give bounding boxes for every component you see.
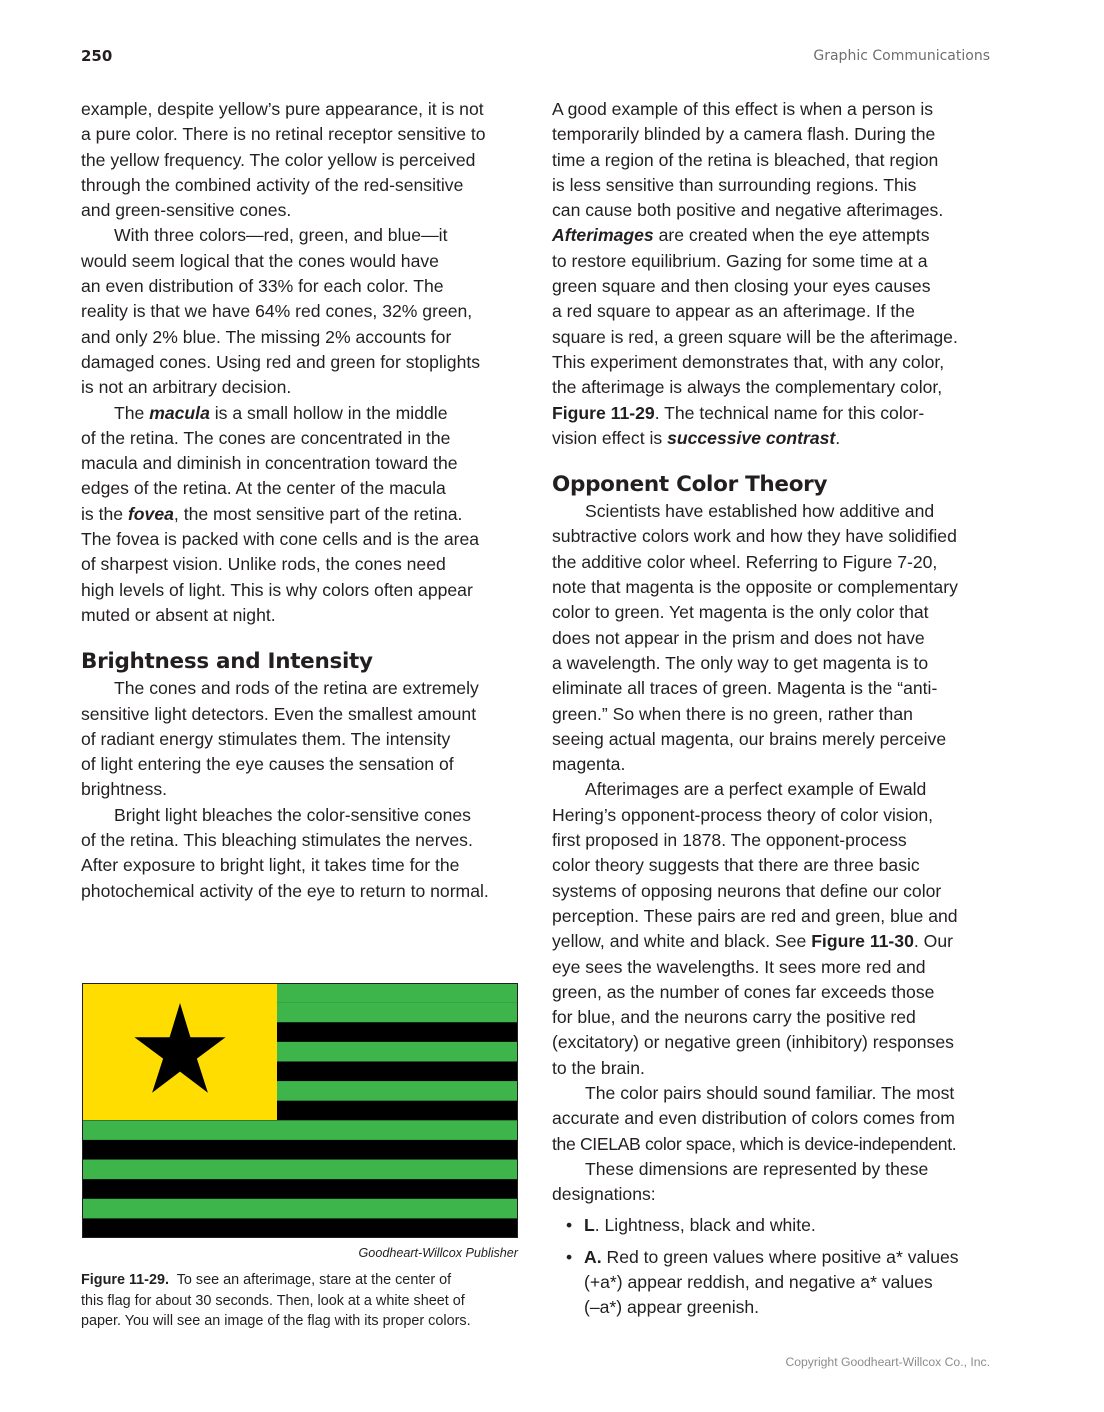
text-line: These dimensions are represented by these xyxy=(585,1158,929,1179)
text-line xyxy=(584,1245,992,1270)
text-line: brightness. xyxy=(81,779,168,800)
caption-line xyxy=(81,1270,526,1291)
text-line xyxy=(584,1213,992,1238)
text-line xyxy=(81,502,521,527)
term-successive-contrast: successive contrast xyxy=(667,427,836,448)
paragraph-three-colors xyxy=(81,223,521,400)
text-line: seeing actual magenta, our brains merely perceive xyxy=(552,728,947,749)
text-line: example, despite yellow’s pure appearance, it is not xyxy=(81,99,484,119)
section-heading-brightness: Brightness and Intensity xyxy=(81,649,373,675)
text-line: color to green. Yet magenta is the only color that xyxy=(552,602,929,623)
text-line: a pure color. There is no retinal receptor sensitive to xyxy=(81,124,486,145)
text-line: the additive color wheel. Referring to Figure 7-20, xyxy=(552,551,938,572)
paragraph-yellow xyxy=(81,97,521,223)
text-line: and only 2% blue. The missing 2% accounts for xyxy=(81,326,452,347)
figure-credit: Goodheart-Willcox Publisher xyxy=(358,1246,518,1260)
text-line: (excitatory) or negative green (inhibitory) responses xyxy=(552,1032,954,1053)
figure-reference: Figure 11-29 xyxy=(552,402,655,423)
text-line: The fovea is packed with cone cells and is the area xyxy=(81,529,480,550)
text-line: Bright light bleaches the color-sensitive cones xyxy=(114,804,471,825)
text-line: A good example of this effect is when a person is xyxy=(552,99,934,119)
paragraph-cones-rods xyxy=(81,676,521,802)
text-line: high levels of light. This is why colors often appear xyxy=(81,579,473,600)
text-line: photochemical activity of the eye to return to normal. xyxy=(81,880,489,901)
green-stripe xyxy=(83,1120,517,1140)
text-line: is not an arbitrary decision. xyxy=(81,377,292,398)
text-line: to restore equilibrium. Gazing for some time at a xyxy=(552,250,928,271)
text-run: is a small hollow in the middle xyxy=(209,402,448,423)
text-line xyxy=(552,929,992,954)
text-run: . The technical name for this color- xyxy=(654,402,925,423)
paragraph-magenta xyxy=(552,499,992,777)
text-line: macula and diminish in concentration toward the xyxy=(81,453,458,474)
afterimage-flag-figure xyxy=(82,983,518,1238)
text-line: green square and then closing your eyes causes xyxy=(552,276,931,297)
text-run: are created when the eye attempts xyxy=(653,225,930,246)
term-macula: macula xyxy=(149,402,210,423)
caption-line: this flag for about 30 seconds. Then, look at a white sheet of xyxy=(81,1292,465,1309)
text-line: of the retina. The cones are concentrated in the xyxy=(81,427,451,448)
running-head: Graphic Communications xyxy=(813,48,990,64)
text-line: The color pairs should sound familiar. The most xyxy=(585,1082,955,1103)
text-line: Scientists have established how additive and xyxy=(585,501,935,522)
text-line: is less sensitive than surrounding regions. This xyxy=(552,174,917,195)
bullet-icon: • xyxy=(566,1246,573,1267)
text-line: (+a*) appear reddish, and negative a* values xyxy=(584,1272,933,1293)
bullet-icon: • xyxy=(566,1215,573,1236)
text-line: accurate and even distribution of colors comes from xyxy=(552,1108,955,1129)
paragraph-hering xyxy=(552,777,992,1081)
text-run: is the xyxy=(81,503,128,524)
text-run: , the most sensitive part of the retina. xyxy=(173,503,463,524)
text-line: the CIELAB color space, which is device-independent. xyxy=(552,1133,957,1154)
text-line: reality is that we have 64% red cones, 32% green, xyxy=(81,301,473,322)
text-line: This experiment demonstrates that, with any color, xyxy=(552,351,945,372)
text-line: does not appear in the prism and does not have xyxy=(552,627,925,648)
text-line xyxy=(552,223,992,248)
text-line: color theory suggests that there are three basic xyxy=(552,855,920,876)
green-stripe xyxy=(277,984,517,1003)
text-line: note that magenta is the opposite or complementary xyxy=(552,577,958,598)
text-line: subtractive colors work and how they have solidified xyxy=(552,526,957,547)
paragraph-macula xyxy=(81,401,521,629)
text-line: green.” So when there is no green, rather than xyxy=(552,703,913,724)
text-line: of radiant energy stimulates them. The intensity xyxy=(81,728,451,749)
paragraph-bleaching xyxy=(81,803,521,904)
text-run: To see an afterimage, stare at the center of xyxy=(176,1272,452,1288)
text-line: square is red, a green square will be the afterimage. xyxy=(552,326,958,347)
section-heading-opponent: Opponent Color Theory xyxy=(552,472,828,498)
text-line: edges of the retina. At the center of the macula xyxy=(81,478,446,499)
text-line: for blue, and the neurons carry the positive red xyxy=(552,1007,916,1028)
text-line: With three colors—red, green, and blue—it xyxy=(114,225,448,246)
text-line: green, as the number of cones far exceeds those xyxy=(552,981,935,1002)
text-line: Afterimages are a perfect example of Ewald xyxy=(585,779,927,800)
text-line: systems of opposing neurons that define our color xyxy=(552,880,942,901)
text-line: sensitive light detectors. Even the smallest amount xyxy=(81,703,477,724)
text-line: a wavelength. The only way to get magenta is to xyxy=(552,652,929,673)
figure-label: Figure 11-29. xyxy=(81,1272,169,1288)
text-line: temporarily blinded by a camera flash. During the xyxy=(552,124,936,145)
text-line: of the retina. This bleaching stimulates the nerves. xyxy=(81,830,473,851)
green-stripe xyxy=(83,1199,517,1219)
text-line: an even distribution of 33% for each color. The xyxy=(81,276,444,297)
text-line: (–a*) appear greenish. xyxy=(584,1297,760,1318)
text-line: can cause both positive and negative afterimages. xyxy=(552,200,944,221)
text-run: vision effect is xyxy=(552,427,668,448)
green-stripe xyxy=(83,1160,517,1180)
text-line: first proposed in 1878. The opponent-process xyxy=(552,830,907,851)
caption-line: paper. You will see an image of the flag with its proper colors. xyxy=(81,1313,471,1329)
text-run: . Lightness, black and white. xyxy=(594,1215,816,1236)
text-line: would seem logical that the cones would have xyxy=(81,250,439,271)
text-run: yellow, and white and black. See xyxy=(552,931,812,952)
text-line: to the brain. xyxy=(552,1057,645,1078)
bullet-item-a xyxy=(552,1245,992,1321)
text-line: eliminate all traces of green. Magenta is the “anti- xyxy=(552,678,938,699)
text-run: . xyxy=(835,427,841,448)
bullet-label: A. xyxy=(584,1246,602,1267)
bullet-label: L xyxy=(584,1215,595,1236)
text-line: The cones and rods of the retina are extremely xyxy=(114,678,479,699)
text-line: and green-sensitive cones. xyxy=(81,200,292,221)
text-line: Hering’s opponent-process theory of color vision, xyxy=(552,804,934,825)
paragraph-designations xyxy=(552,1157,992,1208)
term-fovea: fovea xyxy=(127,503,174,524)
paragraph-camera-flash xyxy=(552,97,992,451)
text-line xyxy=(552,426,992,451)
text-line: of light entering the eye causes the sensation of xyxy=(81,754,454,775)
text-line: eye sees the wavelengths. It sees more red and xyxy=(552,956,926,977)
text-line: through the combined activity of the red-sensitive xyxy=(81,174,464,195)
page-number: 250 xyxy=(81,47,113,65)
text-line xyxy=(552,401,992,426)
figure-caption xyxy=(81,1270,526,1332)
text-run: Red to green values where positive a* values xyxy=(601,1246,959,1267)
text-line: magenta. xyxy=(552,754,626,775)
text-line: the afterimage is always the complementary color, xyxy=(552,377,943,398)
copyright-notice: Copyright Goodheart-Willcox Co., Inc. xyxy=(785,1355,990,1369)
text-line: of sharpest vision. Unlike rods, the cones need xyxy=(81,554,446,575)
text-line: a red square to appear as an afterimage. If the xyxy=(552,301,915,322)
text-line: time a region of the retina is bleached, that region xyxy=(552,149,939,170)
text-line xyxy=(81,401,521,426)
text-line: damaged cones. Using red and green for stoplights xyxy=(81,351,481,372)
figure-reference: Figure 11-30 xyxy=(811,931,914,952)
bullet-item-l xyxy=(552,1213,992,1238)
text-run: The xyxy=(114,402,150,423)
text-line: perception. These pairs are red and green, blue and xyxy=(552,905,958,926)
right-column xyxy=(552,97,992,1321)
text-line: After exposure to bright light, it takes time for the xyxy=(81,855,460,876)
paragraph-cielab xyxy=(552,1081,992,1157)
text-line: the yellow frequency. The color yellow is perceived xyxy=(81,149,476,170)
text-line: muted or absent at night. xyxy=(81,604,276,625)
text-line: designations: xyxy=(552,1184,656,1205)
term-afterimages: Afterimages xyxy=(552,225,654,246)
text-run: . Our xyxy=(913,931,953,952)
left-column xyxy=(81,97,521,904)
